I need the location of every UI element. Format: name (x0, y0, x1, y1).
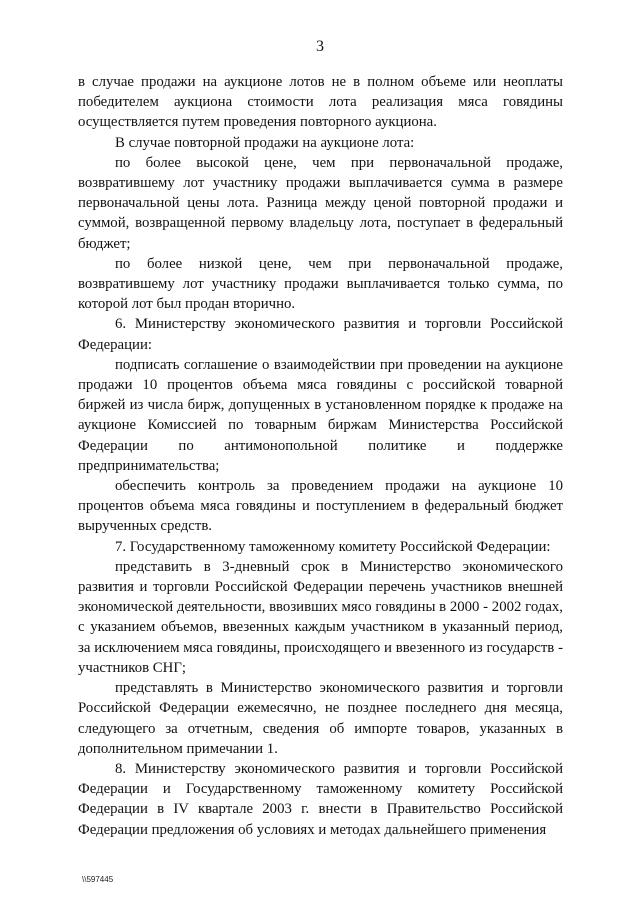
paragraph-submit-list: представить в 3-дневный срок в Министерство экономического развития и торговли Российской Федерации перечень участников внешней экономической деятельности, ввозивших мясо говядины в 2000 - 2002 годах, с указанием объемов, ввезенных каждым участником в указанный период, за исключением мяса говядины, происходящего и ввезенного из государств - участников СНГ; (78, 558, 563, 676)
paragraph-monthly-report: представлять в Министерство экономического развития и торговли Российской Федерации ежемесячно, не позднее последнего дня месяца, следующего за отчетным, сведения об импорте товаров, указанных в дополнительном примечании 1. (78, 680, 563, 757)
page-number: 3 (316, 38, 324, 55)
paragraph-item-7-heading: 7. Государственному таможенному комитету Российской Федерации: (115, 538, 551, 555)
paragraph-higher-price: по более высокой цене, чем при первоначальной продаже, возвратившему лот участнику продажи выплачивается сумма в размере первоначальной цены лота. Разница между ценой повторной продажи и суммой, возвращенной первому владельцу лота, поступает в федеральный бюджет; (78, 154, 563, 252)
document-body (78, 72, 563, 840)
paragraph-ensure-control: обеспечить контроль за проведением продажи на аукционе 10 процентов объема мяса говядины и поступлением в федеральный бюджет вырученных средств. (78, 478, 563, 535)
paragraph-lower-price: по более низкой цене, чем при первоначальной продаже, возвратившему лот участнику продажи выплачивается только сумма, по которой лот был продан вторично. (78, 255, 563, 313)
paragraph-auction-incomplete-sale: в случае продажи на аукционе лотов не в полном объеме или неоплаты победителем аукциона стоимости лота реализация мяса говядины осуществляется путем проведения повторного аукциона. (78, 74, 563, 131)
paragraph-repeat-sale-intro: В случае повторной продажи на аукционе лота: (115, 134, 415, 151)
paragraph-item-6-heading: 6. Министерству экономического развития и торговли Российской Федерации: (78, 316, 563, 353)
document-id: \\597445 (82, 875, 114, 884)
paragraph-item-8: 8. Министерству экономического развития и торговли Российской Федерации и Государственному таможенному комитету Российской Федерации в IV квартале 2003 г. внести в Правительство Российской Федерации предложения об условиях и методах дальнейшего применения (78, 760, 563, 838)
paragraph-sign-agreement: подписать соглашение о взаимодействии при проведении на аукционе продажи 10 процентов объема мяса говядины с российской товарной биржей из числа бирж, допущенных в установленном порядке к продаже на аукционе Комиссией по товарным биржам Министерства Российской Федерации по антимонопольной политике и поддержке предпринимательства; (78, 356, 563, 474)
